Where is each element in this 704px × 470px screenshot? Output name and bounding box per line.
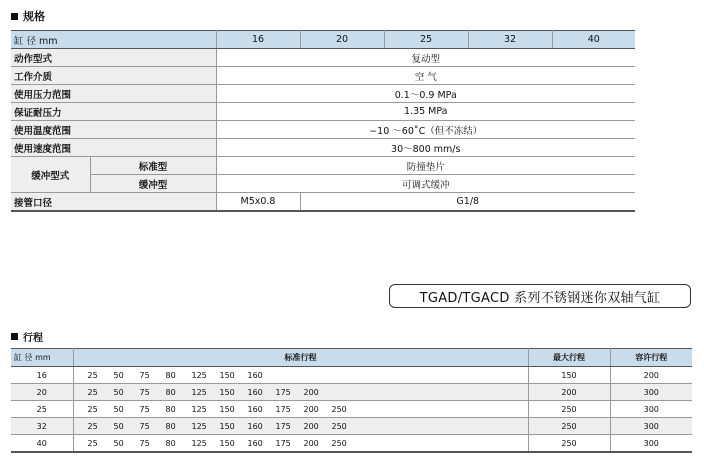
- port-value-rest: G1/8: [300, 193, 635, 212]
- stroke-row: [11, 418, 692, 435]
- bore-header-label: 缸 径 mm: [11, 31, 216, 49]
- stroke-value: 175: [275, 404, 291, 414]
- cushion-type: 缓冲型: [90, 175, 216, 193]
- stroke-value: 160: [247, 438, 263, 448]
- spec-row-pressure: [11, 85, 635, 103]
- stroke-row-allow: 200: [610, 367, 692, 384]
- stroke-value: 25: [87, 404, 98, 414]
- stroke-value: 125: [191, 370, 207, 380]
- stroke-value: 50: [113, 404, 124, 414]
- stroke-value: 150: [219, 387, 235, 397]
- stroke-value: 175: [275, 421, 291, 431]
- stroke-value: 75: [139, 370, 150, 380]
- spec-table: [11, 30, 635, 212]
- stroke-value: 80: [165, 404, 176, 414]
- stroke-value: 80: [165, 387, 176, 397]
- spec-row-cushion-adjustable: [11, 175, 635, 193]
- stroke-value: 160: [247, 370, 263, 380]
- bore-32: 32: [468, 31, 552, 49]
- stroke-value: 25: [87, 421, 98, 431]
- spec-section-title: 规格: [23, 10, 45, 23]
- stroke-row-standard: [73, 435, 528, 453]
- stroke-table: [11, 348, 692, 453]
- stroke-value: 250: [331, 421, 347, 431]
- stroke-value: 75: [139, 404, 150, 414]
- stroke-row-bore: 25: [11, 401, 73, 418]
- stroke-value: 125: [191, 438, 207, 448]
- stroke-row-max: 250: [528, 401, 610, 418]
- stroke-row-bore: 40: [11, 435, 73, 453]
- stroke-value: 250: [331, 438, 347, 448]
- stroke-row-standard: [73, 384, 528, 401]
- stroke-value: 150: [219, 421, 235, 431]
- stroke-value: 150: [219, 438, 235, 448]
- stroke-value: 250: [331, 404, 347, 414]
- spec-row-label: 工作介质: [11, 67, 216, 85]
- port-value-16: M5x0.8: [216, 193, 300, 212]
- stroke-header-max: 最大行程: [528, 349, 610, 367]
- stroke-header-standard: 标准行程: [73, 349, 528, 367]
- stroke-row-bore: 20: [11, 384, 73, 401]
- stroke-value: 25: [87, 387, 98, 397]
- spec-row-temperature: [11, 121, 635, 139]
- spec-row-label: 使用温度范围: [11, 121, 216, 139]
- stroke-row-max: 200: [528, 384, 610, 401]
- stroke-section-heading: [11, 329, 43, 344]
- stroke-header-bore: 缸 径 mm: [11, 349, 73, 367]
- spec-header-row: [11, 31, 635, 49]
- stroke-value: 200: [303, 387, 319, 397]
- bore-40: 40: [552, 31, 635, 49]
- stroke-value: 50: [113, 370, 124, 380]
- cushion-value: 可调式缓冲: [216, 175, 635, 193]
- square-bullet-icon: [11, 13, 18, 20]
- spec-row-cushion-standard: [11, 157, 635, 175]
- stroke-value: 50: [113, 387, 124, 397]
- spec-row-value: 1.35 MPa: [216, 103, 635, 121]
- stroke-value: 200: [303, 421, 319, 431]
- spec-row-medium: [11, 67, 635, 85]
- stroke-value: 125: [191, 387, 207, 397]
- stroke-value: 25: [87, 370, 98, 380]
- stroke-value: 160: [247, 387, 263, 397]
- spec-row-value: 复动型: [216, 49, 635, 67]
- spec-row-label: 动作型式: [11, 49, 216, 67]
- cushion-label: 缓冲型式: [11, 157, 90, 193]
- product-title: TGAD/TGACD 系列不锈钢迷你双轴气缸: [389, 284, 691, 308]
- stroke-row-max: 250: [528, 435, 610, 453]
- stroke-row: [11, 435, 692, 453]
- spec-row-label: 使用压力范围: [11, 85, 216, 103]
- stroke-row-bore: 32: [11, 418, 73, 435]
- bore-25: 25: [384, 31, 468, 49]
- stroke-header-row: [11, 349, 692, 367]
- bore-20: 20: [300, 31, 384, 49]
- cushion-value: 防撞垫片: [216, 157, 635, 175]
- stroke-row-allow: 300: [610, 435, 692, 453]
- stroke-row-allow: 300: [610, 418, 692, 435]
- stroke-value: 175: [275, 387, 291, 397]
- stroke-row-max: 150: [528, 367, 610, 384]
- spec-row-value: 30～800 mm/s: [216, 139, 635, 157]
- stroke-value: 160: [247, 421, 263, 431]
- spec-row-label: 使用速度范围: [11, 139, 216, 157]
- stroke-section-title: 行程: [23, 333, 43, 344]
- stroke-row-standard: [73, 367, 528, 384]
- stroke-row: [11, 401, 692, 418]
- stroke-row-standard: [73, 418, 528, 435]
- stroke-value: 50: [113, 421, 124, 431]
- stroke-value: 50: [113, 438, 124, 448]
- square-bullet-icon: [11, 333, 18, 340]
- stroke-value: 75: [139, 438, 150, 448]
- bore-16: 16: [216, 31, 300, 49]
- spec-row-action: [11, 49, 635, 67]
- stroke-row: [11, 367, 692, 384]
- stroke-row-allow: 300: [610, 384, 692, 401]
- spec-row-speed: [11, 139, 635, 157]
- cushion-type: 标准型: [90, 157, 216, 175]
- spec-row-proof-pressure: [11, 103, 635, 121]
- spec-row-value: −10 ～60˚C（但不冻结）: [216, 121, 635, 139]
- spec-row-label: 接管口径: [11, 193, 216, 212]
- stroke-header-allow: 容许行程: [610, 349, 692, 367]
- spec-row-value: 空 气: [216, 67, 635, 85]
- stroke-value: 75: [139, 387, 150, 397]
- stroke-value: 175: [275, 438, 291, 448]
- stroke-value: 80: [165, 370, 176, 380]
- stroke-value: 200: [303, 404, 319, 414]
- stroke-row-standard: [73, 401, 528, 418]
- spec-row-label: 保证耐压力: [11, 103, 216, 121]
- stroke-value: 80: [165, 421, 176, 431]
- stroke-row-allow: 300: [610, 401, 692, 418]
- stroke-value: 125: [191, 421, 207, 431]
- stroke-value: 75: [139, 421, 150, 431]
- spec-section-heading: [11, 8, 45, 24]
- stroke-row-bore: 16: [11, 367, 73, 384]
- spec-row-port: [11, 193, 635, 212]
- stroke-value: 80: [165, 438, 176, 448]
- stroke-value: 25: [87, 438, 98, 448]
- stroke-value: 150: [219, 404, 235, 414]
- stroke-value: 125: [191, 404, 207, 414]
- spec-row-value: 0.1～0.9 MPa: [216, 85, 635, 103]
- stroke-row-max: 250: [528, 418, 610, 435]
- stroke-value: 200: [303, 438, 319, 448]
- stroke-row: [11, 384, 692, 401]
- stroke-value: 150: [219, 370, 235, 380]
- stroke-value: 160: [247, 404, 263, 414]
